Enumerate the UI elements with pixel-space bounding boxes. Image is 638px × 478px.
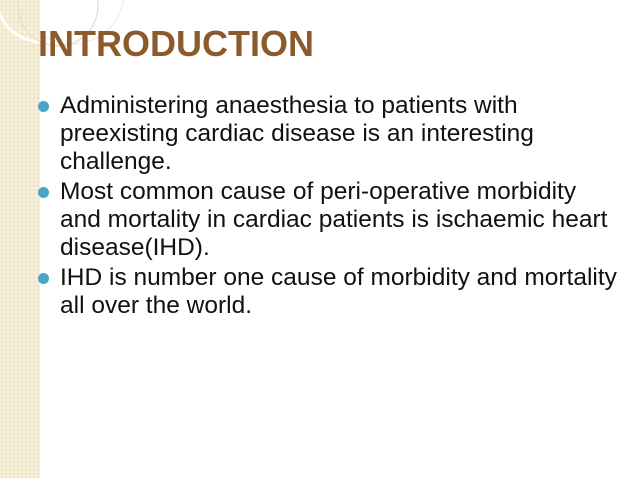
bullet-text: Most common cause of peri-operative morbidity and mortality in cardiac patients is ischaemic heart disease(IHD).: [60, 178, 608, 261]
bullet-text: IHD is number one cause of morbidity and mortality all over the world.: [60, 264, 617, 319]
bullet-list: [38, 92, 618, 322]
bullet-item: [38, 92, 618, 176]
bullet-marker-icon: [38, 101, 49, 112]
bullet-marker-icon: [38, 187, 49, 198]
slide-title: INTRODUCTION: [38, 23, 314, 64]
bullet-text: Administering anaesthesia to patients with preexisting cardiac disease is an interesting challenge.: [60, 92, 534, 175]
bullet-marker-icon: [38, 273, 49, 284]
bullet-item: [38, 264, 618, 320]
bullet-item: [38, 178, 618, 262]
